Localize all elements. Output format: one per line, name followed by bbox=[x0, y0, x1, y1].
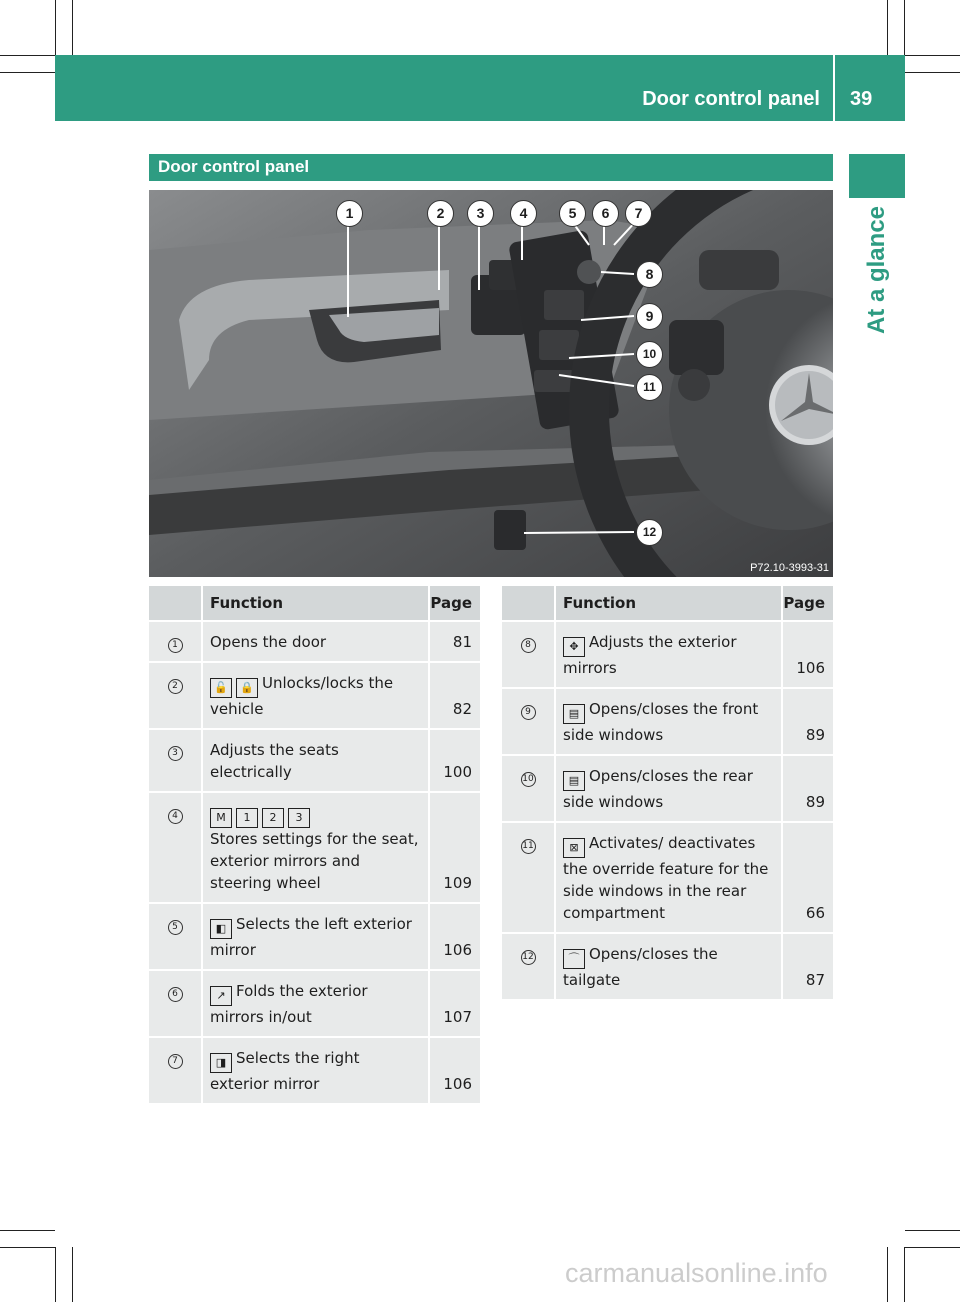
row-function bbox=[556, 934, 783, 1001]
row-number bbox=[502, 622, 556, 689]
crop-mark bbox=[905, 1230, 960, 1231]
icon-group bbox=[210, 913, 236, 939]
row-number bbox=[149, 663, 203, 730]
function-text: Stores settings for the seat, exterior mirrors and steering wheel bbox=[210, 830, 419, 892]
circled-number: 1 bbox=[168, 638, 183, 653]
side-tab-marker bbox=[849, 154, 905, 198]
header-num bbox=[502, 586, 556, 622]
row-function bbox=[556, 823, 783, 934]
page-number: 39 bbox=[850, 88, 873, 110]
memory-2-icon: 2 bbox=[262, 808, 284, 828]
header-function: Function bbox=[203, 586, 430, 622]
table-row bbox=[149, 622, 480, 663]
table-row bbox=[149, 793, 480, 904]
section-title: Door control panel bbox=[158, 157, 310, 176]
icon-group bbox=[563, 832, 589, 858]
function-text: Opens/closes the rear side windows bbox=[563, 767, 753, 811]
row-function bbox=[203, 1038, 430, 1105]
header-num bbox=[149, 586, 203, 622]
crop-mark bbox=[72, 0, 73, 55]
row-function bbox=[203, 622, 430, 663]
circled-number: 2 bbox=[168, 679, 183, 694]
row-page[interactable]: 87 bbox=[783, 934, 833, 1001]
circled-number: 12 bbox=[521, 950, 536, 965]
function-text: Opens/closes the tailgate bbox=[563, 945, 718, 989]
icon-group bbox=[210, 672, 262, 698]
crop-mark bbox=[0, 1247, 55, 1248]
function-text: Folds the exterior mirrors in/out bbox=[210, 982, 368, 1026]
row-number bbox=[502, 689, 556, 756]
callout-6: 6 bbox=[592, 200, 619, 227]
crop-mark bbox=[905, 72, 960, 73]
function-text: Selects the left exterior mirror bbox=[210, 915, 412, 959]
row-page[interactable]: 107 bbox=[430, 971, 480, 1038]
crop-mark bbox=[55, 0, 56, 55]
callout-4: 4 bbox=[510, 200, 537, 227]
callout-9: 9 bbox=[636, 303, 663, 330]
crop-mark bbox=[55, 1247, 56, 1302]
table-row bbox=[149, 904, 480, 971]
crop-mark bbox=[904, 1247, 905, 1302]
door-panel-photo bbox=[149, 190, 833, 577]
callout-10: 10 bbox=[636, 341, 663, 368]
function-text: Activates/ deactivates the override feature for the side windows in the rear compartment bbox=[563, 834, 769, 922]
callout-3: 3 bbox=[467, 200, 494, 227]
header-page: Page bbox=[783, 586, 833, 622]
row-page[interactable]: 106 bbox=[783, 622, 833, 689]
crop-mark bbox=[72, 1247, 73, 1302]
window-icon: ▤ bbox=[563, 771, 585, 791]
function-text: Unlocks/locks the vehicle bbox=[210, 674, 394, 718]
function-text: Selects the right exterior mirror bbox=[210, 1049, 360, 1093]
icon-group bbox=[563, 943, 589, 969]
table-body bbox=[149, 622, 480, 1105]
circled-number: 3 bbox=[168, 746, 183, 761]
row-number bbox=[149, 971, 203, 1038]
row-number bbox=[502, 934, 556, 1001]
row-function bbox=[203, 904, 430, 971]
row-function bbox=[203, 971, 430, 1038]
row-page[interactable]: 106 bbox=[430, 904, 480, 971]
row-page[interactable]: 109 bbox=[430, 793, 480, 904]
icon-group bbox=[563, 631, 589, 657]
table-row bbox=[502, 622, 833, 689]
row-function bbox=[556, 756, 783, 823]
row-number bbox=[149, 793, 203, 904]
header-page: Page bbox=[430, 586, 480, 622]
row-function bbox=[203, 663, 430, 730]
row-page[interactable]: 89 bbox=[783, 756, 833, 823]
door-panel-illustration bbox=[149, 190, 833, 577]
row-function bbox=[556, 689, 783, 756]
row-page[interactable]: 89 bbox=[783, 689, 833, 756]
row-number bbox=[149, 1038, 203, 1105]
row-number bbox=[149, 622, 203, 663]
crop-mark bbox=[887, 1247, 888, 1302]
callout-11: 11 bbox=[636, 374, 663, 401]
function-text: Adjusts the seats electrically bbox=[210, 741, 339, 781]
crop-mark bbox=[904, 0, 905, 55]
function-table-right bbox=[502, 586, 833, 1001]
circled-number: 10 bbox=[521, 772, 536, 787]
row-number bbox=[502, 823, 556, 934]
row-page[interactable]: 81 bbox=[430, 622, 480, 663]
circled-number: 6 bbox=[168, 987, 183, 1002]
side-tab-label: At a glance bbox=[863, 205, 890, 335]
row-function bbox=[556, 622, 783, 689]
row-page[interactable]: 100 bbox=[430, 730, 480, 793]
memory-m-icon: M bbox=[210, 808, 232, 828]
memory-3-icon: 3 bbox=[288, 808, 310, 828]
crop-mark bbox=[905, 1247, 960, 1248]
circled-number: 8 bbox=[521, 638, 536, 653]
circled-number: 5 bbox=[168, 920, 183, 935]
row-number bbox=[149, 730, 203, 793]
function-text: Adjusts the exterior mirrors bbox=[563, 633, 737, 677]
row-function bbox=[203, 793, 430, 904]
header-divider bbox=[833, 55, 835, 121]
crop-mark bbox=[887, 0, 888, 55]
circled-number: 7 bbox=[168, 1054, 183, 1069]
callout-2: 2 bbox=[427, 200, 454, 227]
row-number bbox=[149, 904, 203, 971]
table-row bbox=[502, 823, 833, 934]
child-lock-window-icon: ⊠ bbox=[563, 838, 585, 858]
row-page[interactable]: 66 bbox=[783, 823, 833, 934]
watermark: carmanualsonline.info bbox=[565, 1258, 828, 1288]
unlock-icon: 🔓 bbox=[210, 678, 232, 698]
icon-group bbox=[563, 698, 589, 724]
function-text: Opens/closes the front side windows bbox=[563, 700, 759, 744]
callout-12: 12 bbox=[636, 519, 663, 546]
callout-7: 7 bbox=[625, 200, 652, 227]
function-table-left bbox=[149, 586, 480, 1105]
callout-8: 8 bbox=[636, 261, 663, 288]
table-row bbox=[149, 971, 480, 1038]
table-row bbox=[502, 689, 833, 756]
fold-mirror-icon: ↗ bbox=[210, 986, 232, 1006]
table-row bbox=[149, 663, 480, 730]
icon-group bbox=[563, 765, 589, 791]
table-body bbox=[502, 622, 833, 1001]
circled-number: 9 bbox=[521, 705, 536, 720]
row-number bbox=[502, 756, 556, 823]
crop-mark bbox=[905, 55, 960, 56]
table-row bbox=[502, 756, 833, 823]
right-mirror-icon: ◨ bbox=[210, 1053, 232, 1073]
header-function: Function bbox=[556, 586, 783, 622]
circled-number: 4 bbox=[168, 809, 183, 824]
header-title: Door control panel bbox=[642, 88, 820, 110]
lock-icon: 🔒 bbox=[236, 678, 258, 698]
image-code: P72.10-3993-31 bbox=[750, 562, 829, 574]
four-way-arrow-icon: ✥ bbox=[563, 637, 585, 657]
table-header-row bbox=[502, 586, 833, 622]
crop-mark bbox=[0, 55, 55, 56]
callout-5: 5 bbox=[559, 200, 586, 227]
row-function bbox=[203, 730, 430, 793]
icon-group bbox=[210, 1047, 236, 1073]
icon-group bbox=[210, 980, 236, 1006]
row-page[interactable]: 106 bbox=[430, 1038, 480, 1105]
left-mirror-icon: ◧ bbox=[210, 919, 232, 939]
memory-1-icon: 1 bbox=[236, 808, 258, 828]
table-header-row bbox=[149, 586, 480, 622]
crop-mark bbox=[0, 72, 55, 73]
callout-1: 1 bbox=[336, 200, 363, 227]
circled-number: 11 bbox=[521, 839, 536, 854]
crop-mark bbox=[0, 1230, 55, 1231]
table-row bbox=[149, 730, 480, 793]
row-page[interactable]: 82 bbox=[430, 663, 480, 730]
icon-group bbox=[210, 802, 314, 828]
window-icon: ▤ bbox=[563, 704, 585, 724]
table-row bbox=[149, 1038, 480, 1105]
function-text: Opens the door bbox=[210, 633, 327, 651]
tailgate-icon: ⌒ bbox=[563, 949, 585, 969]
table-row bbox=[502, 934, 833, 1001]
